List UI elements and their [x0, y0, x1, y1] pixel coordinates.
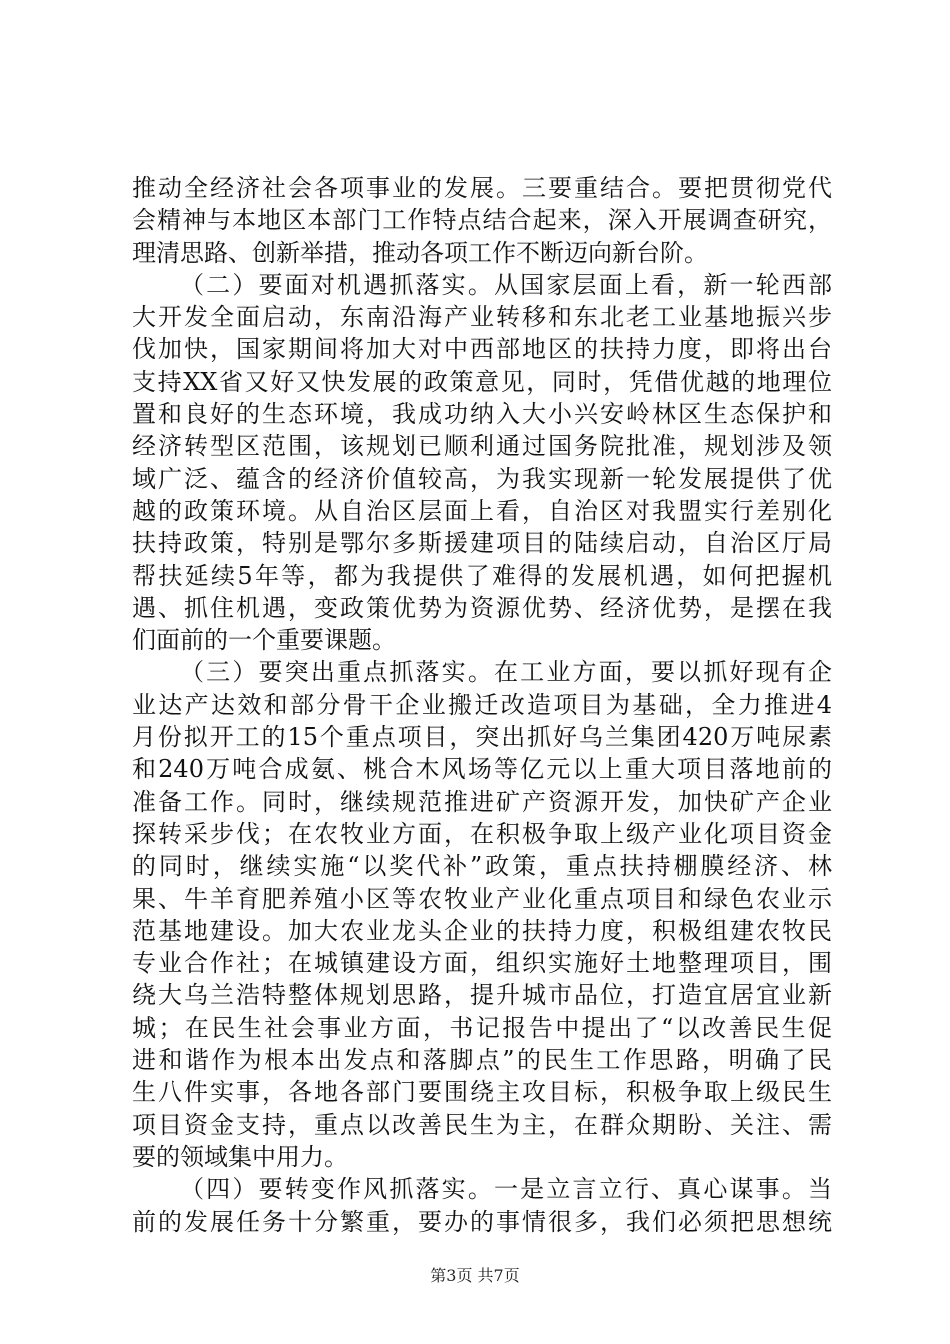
text-line: 支持XX省又好又快发展的政策意见，同时，凭借优越的地理位 — [132, 367, 832, 396]
text-line: 探转采步伐；在农牧业方面，在积极争取上级产业化项目资金 — [132, 819, 832, 848]
text-line: 推动全经济社会各项事业的发展。三要重结合。要把贯彻党代 — [132, 174, 832, 202]
text-line: 帮扶延续5年等，都为我提供了难得的发展机遇，如何把握机 — [132, 561, 832, 590]
text-line: 伐加快，国家期间将加大对中西部地区的扶持力度，即将出台 — [132, 335, 832, 364]
paragraph-heading-line: （四）要转变作风抓落实。一是立言立行、真心谋事。当 — [180, 1175, 832, 1204]
text-line: 的同时，继续实施“以奖代补”政策，重点扶持棚膜经济、林 — [132, 852, 832, 881]
text-line: 生八件实事，各地各部门要围绕主攻目标，积极争取上级民生 — [132, 1078, 832, 1107]
text-line: 城；在民生社会事业方面，书记报告中提出了“以改善民生促 — [132, 1013, 832, 1042]
paragraph-heading-line: （二）要面对机遇抓落实。从国家层面上看，新一轮西部 — [180, 270, 832, 299]
text-line: 月份拟开工的15个重点项目，突出抓好乌兰集团420万吨尿素 — [132, 723, 832, 752]
text-line: 越的政策环境。从自治区层面上看，自治区对我盟实行差别化 — [132, 496, 832, 525]
text-line: 专业合作社；在城镇建设方面，组织实施好土地整理项目，围 — [132, 949, 832, 978]
text-line: 遇、抓住机遇，变政策优势为资源优势、经济优势，是摆在我 — [132, 593, 832, 622]
text-line: 们面前的一个重要课题。 — [132, 626, 396, 655]
text-line: 域广泛、蕴含的经济价值较高，为我实现新一轮发展提供了优 — [132, 464, 832, 493]
text-line: 扶持政策，特别是鄂尔多斯援建项目的陆续启动，自治区厅局 — [132, 529, 832, 558]
text-line: 进和谐作为根本出发点和落脚点”的民生工作思路，明确了民 — [132, 1046, 832, 1075]
text-line: 要的领域集中用力。 — [132, 1142, 348, 1171]
text-line: 理清思路、创新举措，推动各项工作不断迈向新台阶。 — [132, 238, 708, 267]
text-line: 准备工作。同时，继续规范推进矿产资源开发，加快矿产企业 — [132, 787, 832, 816]
text-line: 范基地建设。加大农业龙头企业的扶持力度，积极组建农牧民 — [132, 916, 832, 945]
text-line: 果、牛羊育肥养殖小区等农牧业产业化重点项目和绿色农业示 — [132, 884, 832, 913]
text-line: 置和良好的生态环境，我成功纳入大小兴安岭林区生态保护和 — [132, 400, 832, 429]
text-line: 大开发全面启动，东南沿海产业转移和东北老工业基地振兴步 — [132, 303, 832, 332]
text-line: 业达产达效和部分骨干企业搬迁改造项目为基础，全力推进4 — [132, 690, 832, 719]
text-line: 和240万吨合成氨、桃合木风场等亿元以上重大项目落地前的 — [132, 755, 832, 784]
text-line: 绕大乌兰浩特整体规划思路，提升城市品位，打造宜居宜业新 — [132, 981, 832, 1010]
page-number-footer: 第3页 共7页 — [430, 1266, 520, 1285]
text-line: 会精神与本地区本部门工作特点结合起来，深入开展调查研究， — [132, 206, 832, 235]
text-line: 前的发展任务十分繁重，要办的事情很多，我们必须把思想统 — [132, 1207, 832, 1236]
paragraph-heading-line: （三）要突出重点抓落实。在工业方面，要以抓好现有企 — [180, 658, 832, 687]
text-line: 经济转型区范围，该规划已顺利通过国务院批准，规划涉及领 — [132, 432, 832, 461]
text-line: 项目资金支持，重点以改善民生为主，在群众期盼、关注、需 — [132, 1110, 832, 1139]
document-body — [132, 172, 832, 1238]
